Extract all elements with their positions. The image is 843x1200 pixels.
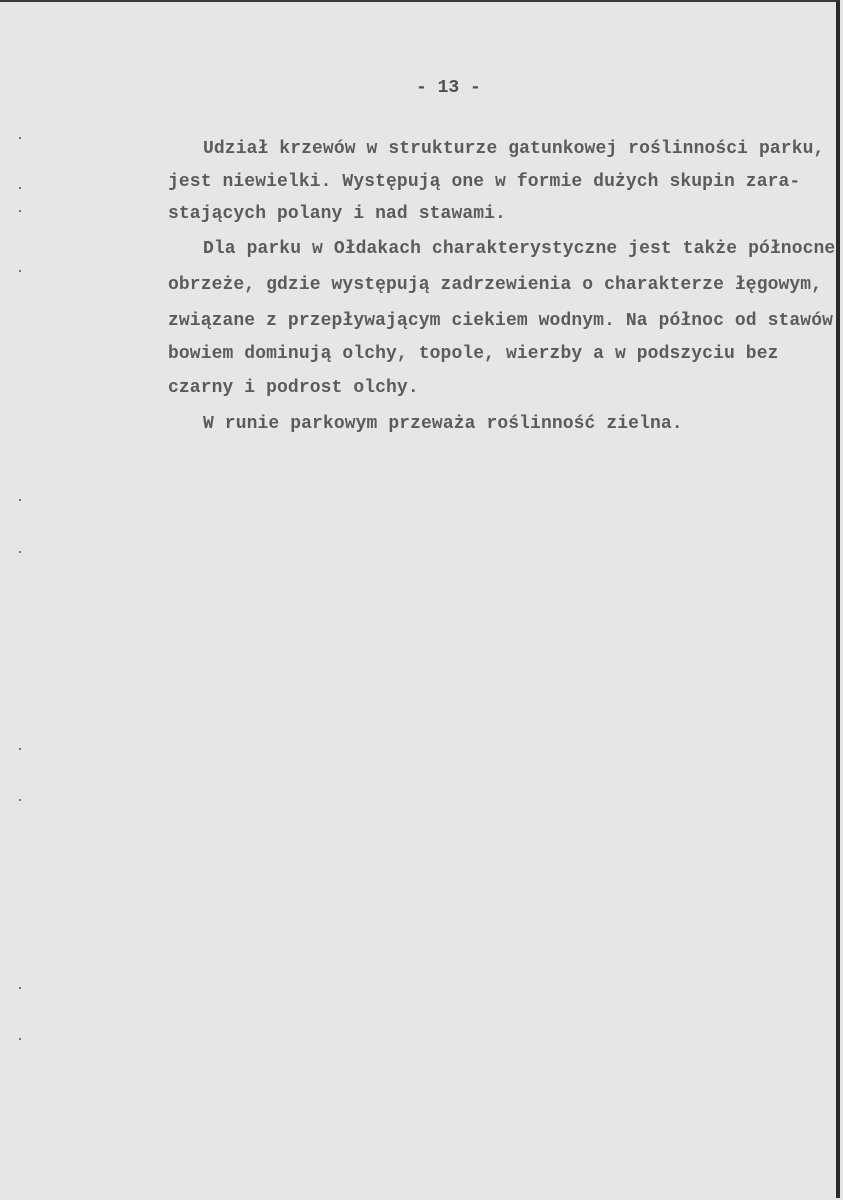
text-line: obrzeże, gdzie występują zadrzewienia o charakterze łęgowym,: [168, 275, 823, 295]
text-line: W runie parkowym przeważa roślinność zielna.: [203, 414, 683, 434]
punch-mark: [19, 137, 21, 139]
punch-mark: [19, 499, 21, 501]
punch-mark: [19, 187, 21, 189]
punch-mark: [19, 1038, 21, 1040]
text-line: stających polany i nad stawami.: [168, 204, 506, 224]
punch-mark: [19, 748, 21, 750]
text-line: jest niewielki. Występują one w formie dużych skupin zara-: [168, 172, 801, 192]
text-line: bowiem dominują olchy, topole, wierzby a w podszyciu bez: [168, 344, 779, 364]
punch-mark: [19, 551, 21, 553]
punch-mark: [19, 210, 21, 212]
punch-mark: [19, 799, 21, 801]
text-line: czarny i podrost olchy.: [168, 378, 419, 398]
punch-mark: [19, 987, 21, 989]
page-number: - 13 -: [416, 78, 481, 98]
text-line: Udział krzewów w strukturze gatunkowej roślinności parku,: [203, 139, 825, 159]
punch-mark: [19, 270, 21, 272]
text-line: Dla parku w Ołdakach charakterystyczne jest także północne: [203, 239, 836, 259]
text-line: związane z przepływającym ciekiem wodnym. Na północ od stawów: [168, 311, 834, 331]
